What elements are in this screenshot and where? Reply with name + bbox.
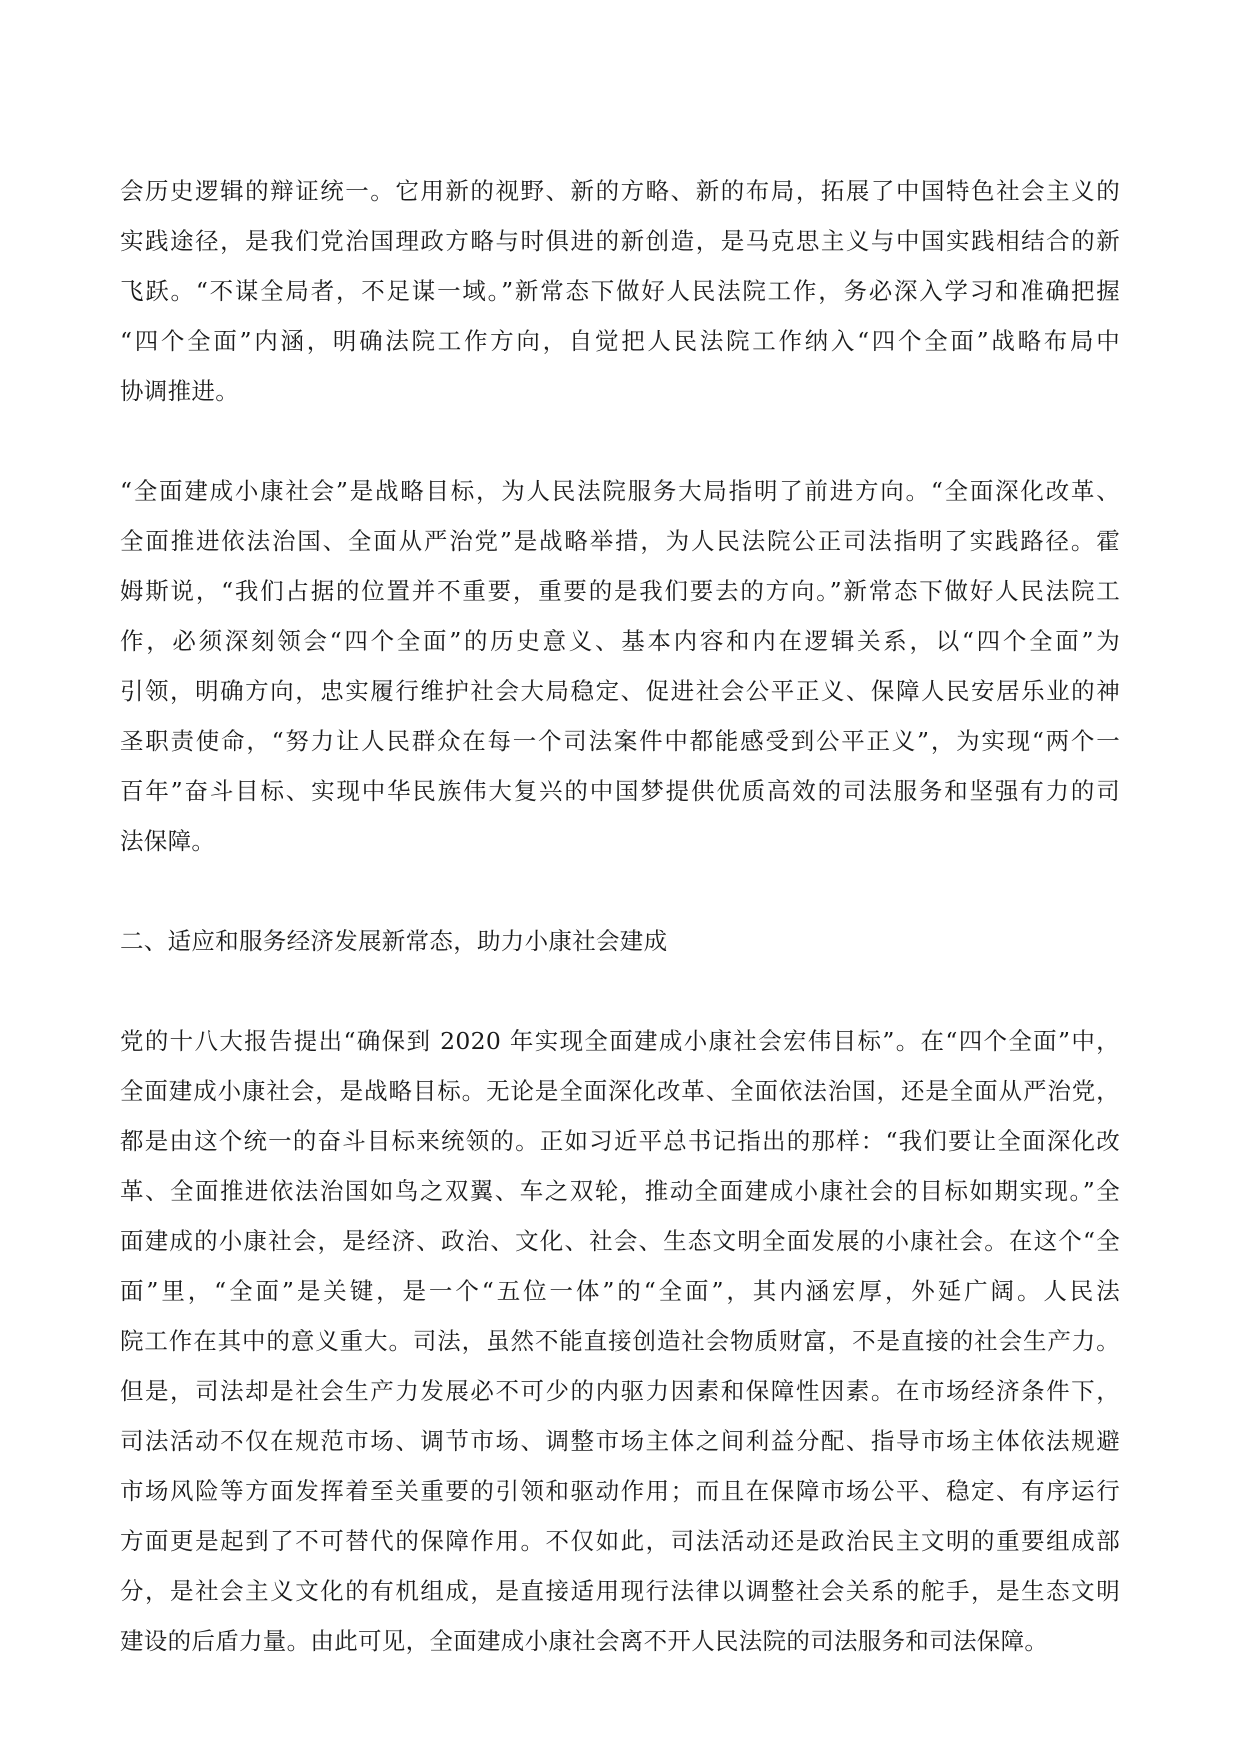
paragraph-3-line-9: 司法活动不仅在规范市场、调节市场、调整市场主体之间利益分配、指导市场主体依法规避 <box>120 1427 1120 1455</box>
paragraph-1-line-5: 协调推进。 <box>120 377 239 405</box>
paragraph-3-line-10: 市场风险等方面发挥着至关重要的引领和驱动作用；而且在保障市场公平、稳定、有序运行 <box>120 1477 1120 1505</box>
section-heading: 二、适应和服务经济发展新常态，助力小康社会建成 <box>120 927 668 955</box>
paragraph-3-line-2: 全面建成小康社会，是战略目标。无论是全面深化改革、全面依法治国，还是全面从严治党， <box>120 1077 1120 1105</box>
paragraph-3-line-4: 革、全面推进依法治国如鸟之双翼、车之双轮，推动全面建成小康社会的目标如期实现。”全 <box>120 1177 1120 1205</box>
paragraph-2-line-4: 作，必须深刻领会“四个全面”的历史意义、基本内容和内在逻辑关系，以“四个全面”为 <box>120 627 1120 655</box>
paragraph-2-line-2: 全面推进依法治国、全面从严治党”是战略举措，为人民法院公正司法指明了实践路径。霍 <box>120 527 1120 555</box>
paragraph-1-line-2: 实践途径，是我们党治国理政方略与时俱进的新创造，是马克思主义与中国实践相结合的新 <box>120 227 1120 255</box>
paragraph-2-line-5: 引领，明确方向，忠实履行维护社会大局稳定、促进社会公平正义、保障人民安居乐业的神 <box>120 677 1120 705</box>
paragraph-2-line-6: 圣职责使命，“努力让人民群众在每一个司法案件中都能感受到公平正义”，为实现“两个一 <box>120 727 1120 755</box>
paragraph-3-line-13: 建设的后盾力量。由此可见，全面建成小康社会离不开人民法院的司法服务和司法保障。 <box>120 1627 1049 1655</box>
paragraph-3-line-5: 面建成的小康社会，是经济、政治、文化、社会、生态文明全面发展的小康社会。在这个“全 <box>120 1227 1120 1255</box>
paragraph-3-line-8: 但是，司法却是社会生产力发展必不可少的内驱力因素和保障性因素。在市场经济条件下， <box>120 1377 1120 1405</box>
paragraph-3-line-7: 院工作在其中的意义重大。司法，虽然不能直接创造社会物质财富，不是直接的社会生产力。 <box>120 1327 1120 1355</box>
paragraph-3-line-11: 方面更是起到了不可替代的保障作用。不仅如此，司法活动还是政治民主文明的重要组成部 <box>120 1527 1120 1555</box>
paragraph-2-line-1: “全面建成小康社会”是战略目标，为人民法院服务大局指明了前进方向。“全面深化改革、 <box>120 477 1120 505</box>
paragraph-1-line-1: 会历史逻辑的辩证统一。它用新的视野、新的方略、新的布局，拓展了中国特色社会主义的 <box>120 177 1120 205</box>
paragraph-3-line-3: 都是由这个统一的奋斗目标来统领的。正如习近平总书记指出的那样：“我们要让全面深化改 <box>120 1127 1120 1155</box>
paragraph-3-line-12: 分，是社会主义文化的有机组成，是直接适用现行法律以调整社会关系的舵手，是生态文明 <box>120 1577 1120 1605</box>
paragraph-2-line-8: 法保障。 <box>120 827 216 855</box>
paragraph-2-line-3: 姆斯说，“我们占据的位置并不重要，重要的是我们要去的方向。”新常态下做好人民法院工 <box>120 577 1120 605</box>
paragraph-1-line-4: “四个全面”内涵，明确法院工作方向，自觉把人民法院工作纳入“四个全面”战略布局中 <box>120 327 1120 355</box>
paragraph-1-line-3: 飞跃。“不谋全局者，不足谋一域。”新常态下做好人民法院工作，务必深入学习和准确把握 <box>120 277 1120 305</box>
paragraph-3-line-1: 党的十八大报告提出“确保到 2020 年实现全面建成小康社会宏伟目标”。在“四个全面”中， <box>120 1027 1120 1055</box>
paragraph-2-line-7: 百年”奋斗目标、实现中华民族伟大复兴的中国梦提供优质高效的司法服务和坚强有力的司 <box>120 777 1120 805</box>
paragraph-3-line-6: 面”里，“全面”是关键，是一个“五位一体”的“全面”，其内涵宏厚，外延广阔。人民法 <box>120 1277 1120 1305</box>
